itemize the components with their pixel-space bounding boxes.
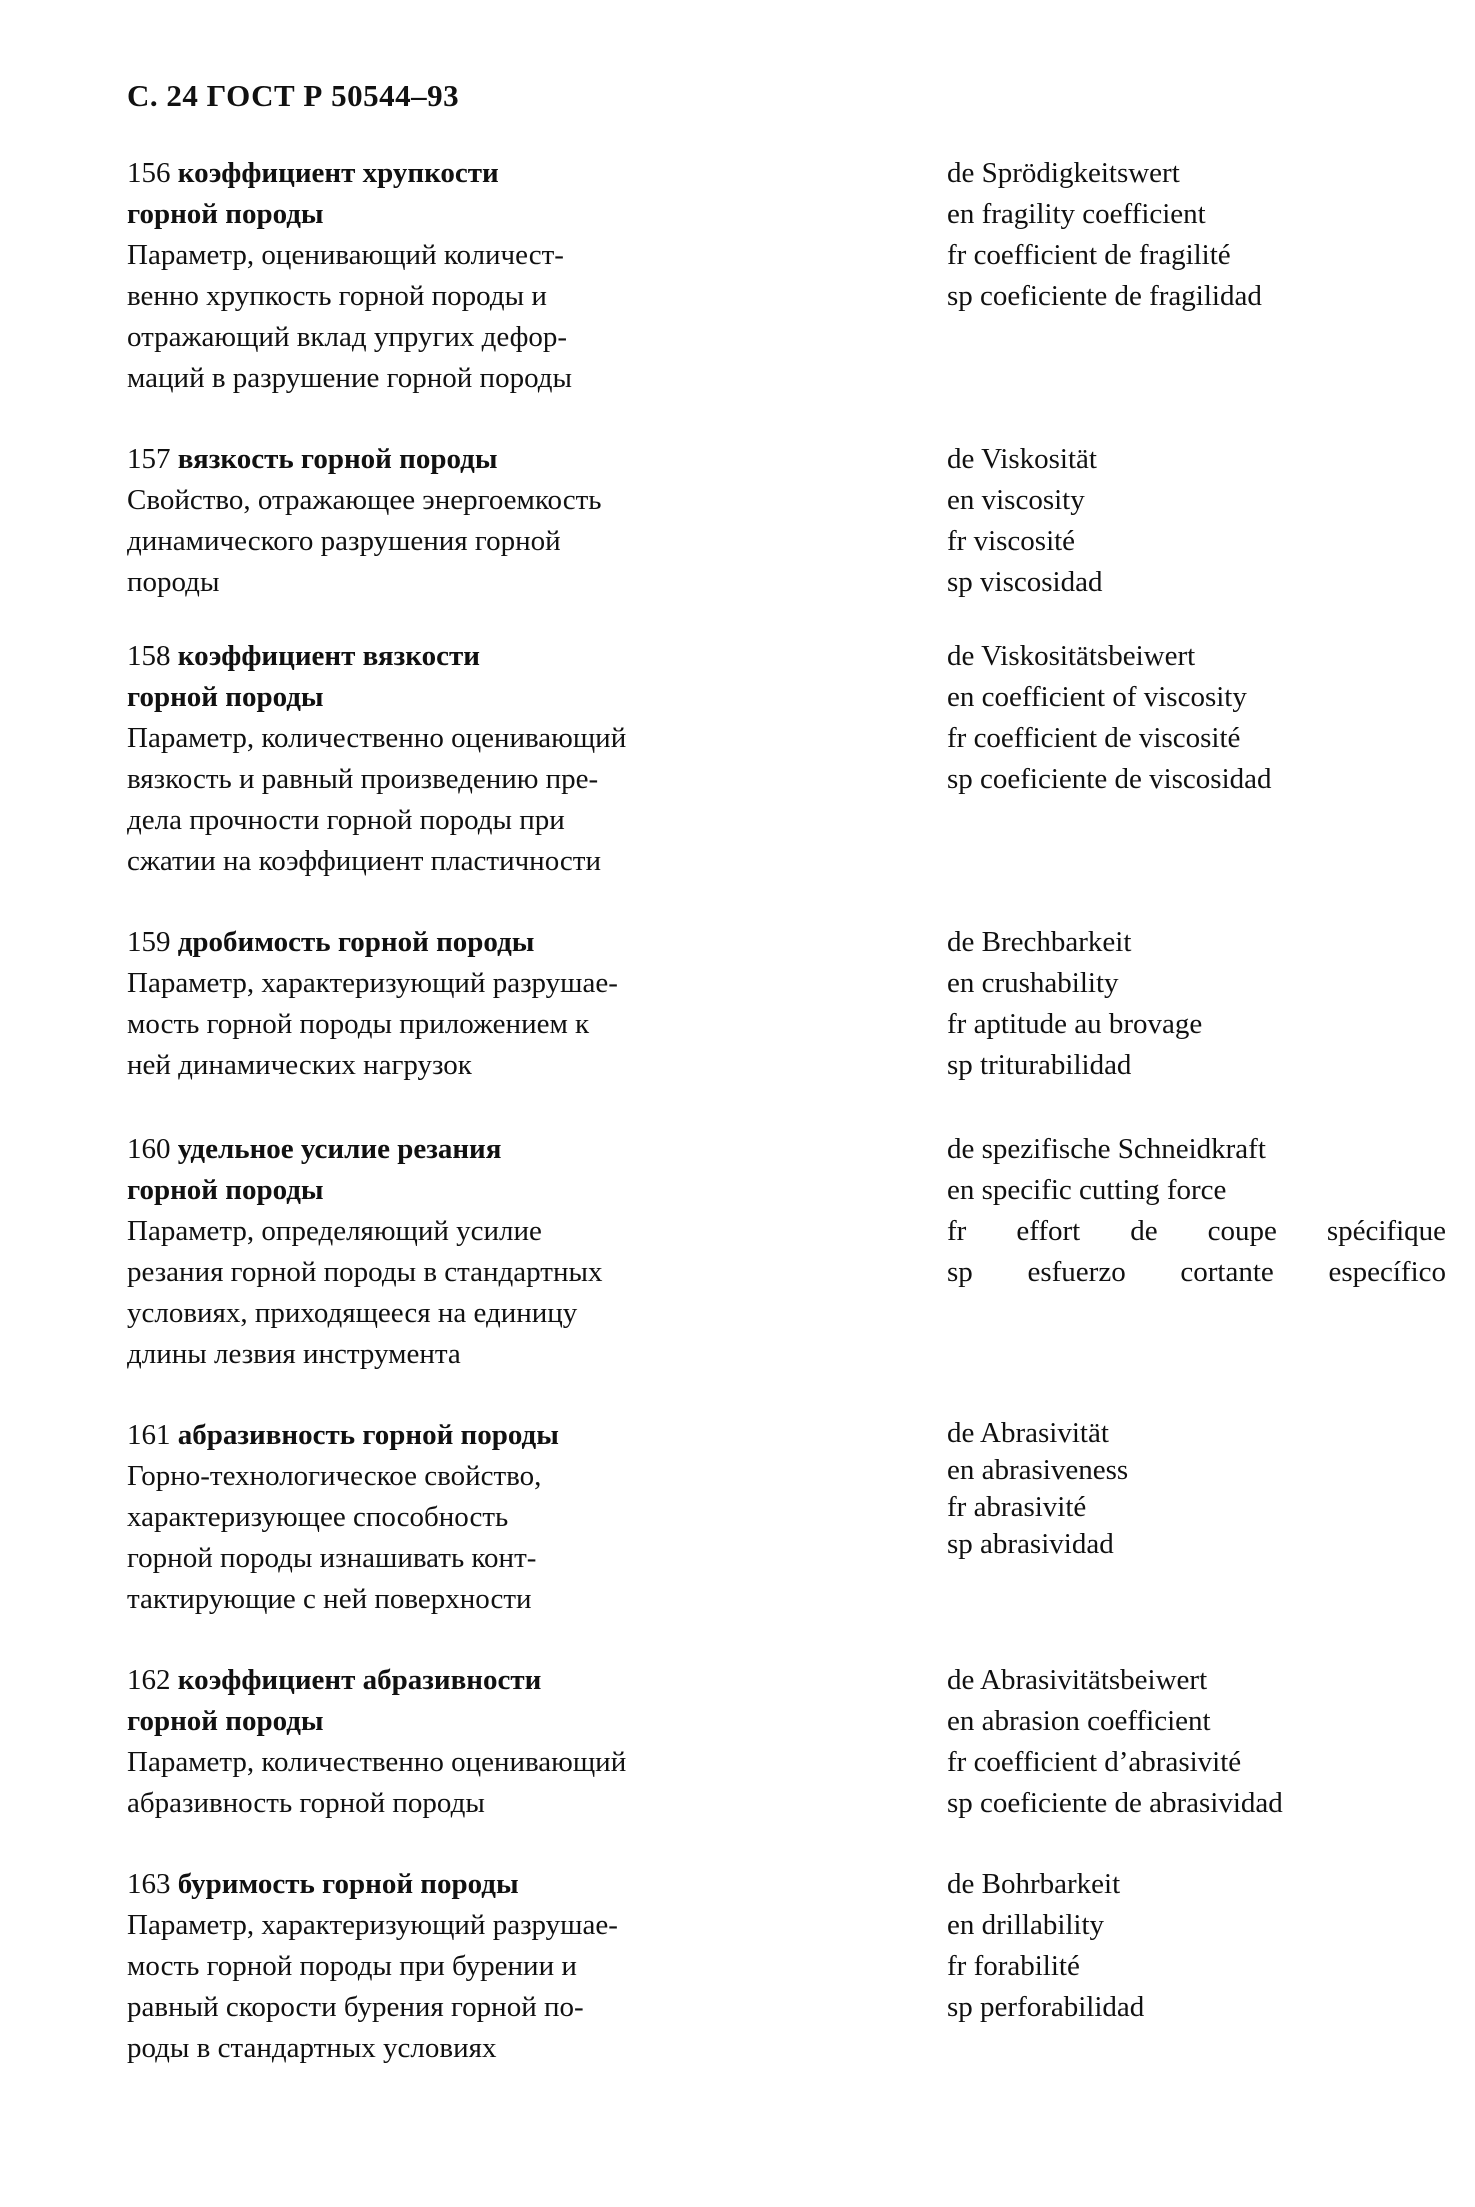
translations-block — [947, 153, 1427, 317]
translation-de: de Brechbarkeit — [947, 926, 1132, 958]
term-name-continued: горной породы — [127, 1174, 324, 1206]
term-heading — [127, 1864, 787, 1905]
definition-line: равный скорости бурения горной по- — [127, 1991, 584, 2023]
definition-line: ней динамических нагрузок — [127, 1049, 472, 1081]
translation-de: de spezifische Schneidkraft — [947, 1133, 1266, 1165]
term-name: коэффициент вязкости — [177, 640, 480, 672]
translation-sp: sp perforabilidad — [947, 1991, 1145, 2023]
definition-line: Параметр, определяющий усилие — [127, 1215, 542, 1247]
definition-line: породы — [127, 566, 220, 598]
term-entry-157 — [127, 439, 1387, 609]
translation-sp: sp esfuerzo cortante específico — [947, 1256, 1446, 1288]
definition-line: Параметр, количественно оценивающий — [127, 1746, 627, 1778]
definition-line: Свойство, отражающее энергоемкость — [127, 484, 602, 516]
term-number: 161 — [127, 1419, 171, 1451]
term-number: 157 — [127, 443, 171, 475]
translation-en: en abrasiveness — [947, 1454, 1129, 1486]
definition-line: Параметр, оценивающий количест- — [127, 239, 564, 271]
translation-en: en viscosity — [947, 484, 1085, 516]
term-number: 159 — [127, 926, 171, 958]
term-name-continued: горной породы — [127, 1705, 324, 1737]
definition-line: условиях, приходящееся на единицу — [127, 1297, 578, 1329]
translation-de: de Bohrbarkeit — [947, 1868, 1121, 1900]
translation-fr: fr effort de coupe spécifique — [947, 1215, 1446, 1247]
translations-block — [947, 439, 1427, 603]
translation-de: de Viskositätsbeiwert — [947, 640, 1196, 672]
translation-sp: sp coeficiente de abrasividad — [947, 1787, 1283, 1819]
russian-term-block — [127, 922, 787, 1086]
russian-term-block — [127, 1415, 787, 1620]
term-entry-158 — [127, 636, 1387, 886]
russian-term-block — [127, 153, 787, 399]
term-entry-163 — [127, 1864, 1387, 2074]
term-number: 158 — [127, 640, 171, 672]
term-name-continued: горной породы — [127, 198, 324, 230]
term-name-continued: горной породы — [127, 681, 324, 713]
translations-block — [947, 1129, 1446, 1293]
term-number: 156 — [127, 157, 171, 189]
definition-line: роды в стандартных условиях — [127, 2032, 497, 2064]
term-entry-160 — [127, 1129, 1446, 1379]
russian-term-block — [127, 1864, 787, 2069]
translation-en: en fragility coefficient — [947, 198, 1206, 230]
translation-sp: sp abrasividad — [947, 1528, 1114, 1560]
term-entry-161 — [127, 1415, 1387, 1625]
translation-en: en abrasion coefficient — [947, 1705, 1211, 1737]
term-heading — [127, 439, 787, 480]
translation-fr: fr coefficient de fragilité — [947, 239, 1231, 271]
definition-line: Горно-технологическое свойство, — [127, 1460, 542, 1492]
definition-line: вязкость и равный произведению пре- — [127, 763, 599, 795]
definition-line: отражающий вклад упругих дефор- — [127, 321, 568, 353]
translation-en: en specific cutting force — [947, 1174, 1227, 1206]
russian-term-block — [127, 1660, 787, 1824]
translation-fr: fr coefficient d’abrasivité — [947, 1746, 1242, 1778]
translation-fr: fr forabilité — [947, 1950, 1080, 1982]
term-entry-159 — [127, 922, 1387, 1092]
term-entry-156 — [127, 153, 1387, 403]
definition-line: резания горной породы в стандартных — [127, 1256, 603, 1288]
term-entry-162 — [127, 1660, 1387, 1830]
translation-sp: sp viscosidad — [947, 566, 1103, 598]
definition-line: горной породы изнашивать конт- — [127, 1542, 537, 1574]
definition-line: характеризующее способность — [127, 1501, 509, 1533]
translation-sp: sp coeficiente de viscosidad — [947, 763, 1272, 795]
term-heading — [127, 1415, 787, 1456]
term-name: буримость горной породы — [177, 1868, 519, 1900]
definition-line: Параметр, количественно оценивающий — [127, 722, 627, 754]
term-number: 160 — [127, 1133, 171, 1165]
translations-block — [947, 636, 1427, 800]
translation-sp: sp coeficiente de fragilidad — [947, 280, 1262, 312]
translation-fr: fr viscosité — [947, 525, 1076, 557]
term-heading — [127, 1129, 787, 1170]
definition-line: дела прочности горной породы при — [127, 804, 565, 836]
translation-de: de Abrasivität — [947, 1417, 1109, 1449]
definition-line: длины лезвия инструмента — [127, 1338, 461, 1370]
translation-fr: fr coefficient de viscosité — [947, 722, 1241, 754]
translation-sp: sp triturabilidad — [947, 1049, 1132, 1081]
term-heading — [127, 153, 787, 194]
definition-line: венно хрупкость горной породы и — [127, 280, 547, 312]
definition-line: мость горной породы приложением к — [127, 1008, 590, 1040]
term-name: коэффициент абразивности — [177, 1664, 542, 1696]
term-number: 163 — [127, 1868, 171, 1900]
page-header: С. 24 ГОСТ Р 50544–93 — [127, 78, 460, 113]
translation-en: en coefficient of viscosity — [947, 681, 1247, 713]
term-heading — [127, 922, 787, 963]
term-name: абразивность горной породы — [177, 1419, 559, 1451]
definition-line: маций в разрушение горной породы — [127, 362, 572, 394]
term-number: 162 — [127, 1664, 171, 1696]
translation-de: de Sprödigkeitswert — [947, 157, 1180, 189]
russian-term-block — [127, 636, 787, 882]
definition-line: мость горной породы при бурении и — [127, 1950, 577, 1982]
term-name: вязкость горной породы — [177, 443, 498, 475]
translation-de: de Viskosität — [947, 443, 1097, 475]
definition-line: Параметр, характеризующий разрушае- — [127, 1909, 618, 1941]
translations-block — [947, 1864, 1427, 2028]
definition-line: абразивность горной породы — [127, 1787, 485, 1819]
definition-line: сжатии на коэффициент пластичности — [127, 845, 601, 877]
term-name: коэффициент хрупкости — [177, 157, 499, 189]
translations-block — [947, 1660, 1427, 1824]
translation-fr: fr abrasivité — [947, 1491, 1087, 1523]
definition-line: динамического разрушения горной — [127, 525, 561, 557]
definition-line: тактирующие с ней поверхности — [127, 1583, 532, 1615]
translation-fr: fr aptitude au brovage — [947, 1008, 1203, 1040]
translation-de: de Abrasivitätsbeiwert — [947, 1664, 1208, 1696]
definition-line: Параметр, характеризующий разрушае- — [127, 967, 618, 999]
translations-block — [947, 922, 1427, 1086]
russian-term-block — [127, 1129, 787, 1375]
translations-block — [947, 1415, 1427, 1563]
russian-term-block — [127, 439, 787, 603]
term-name: удельное усилие резания — [177, 1133, 502, 1165]
term-name: дробимость горной породы — [177, 926, 535, 958]
term-heading — [127, 1660, 787, 1701]
translation-en: en drillability — [947, 1909, 1105, 1941]
term-heading — [127, 636, 787, 677]
translation-en: en crushability — [947, 967, 1119, 999]
